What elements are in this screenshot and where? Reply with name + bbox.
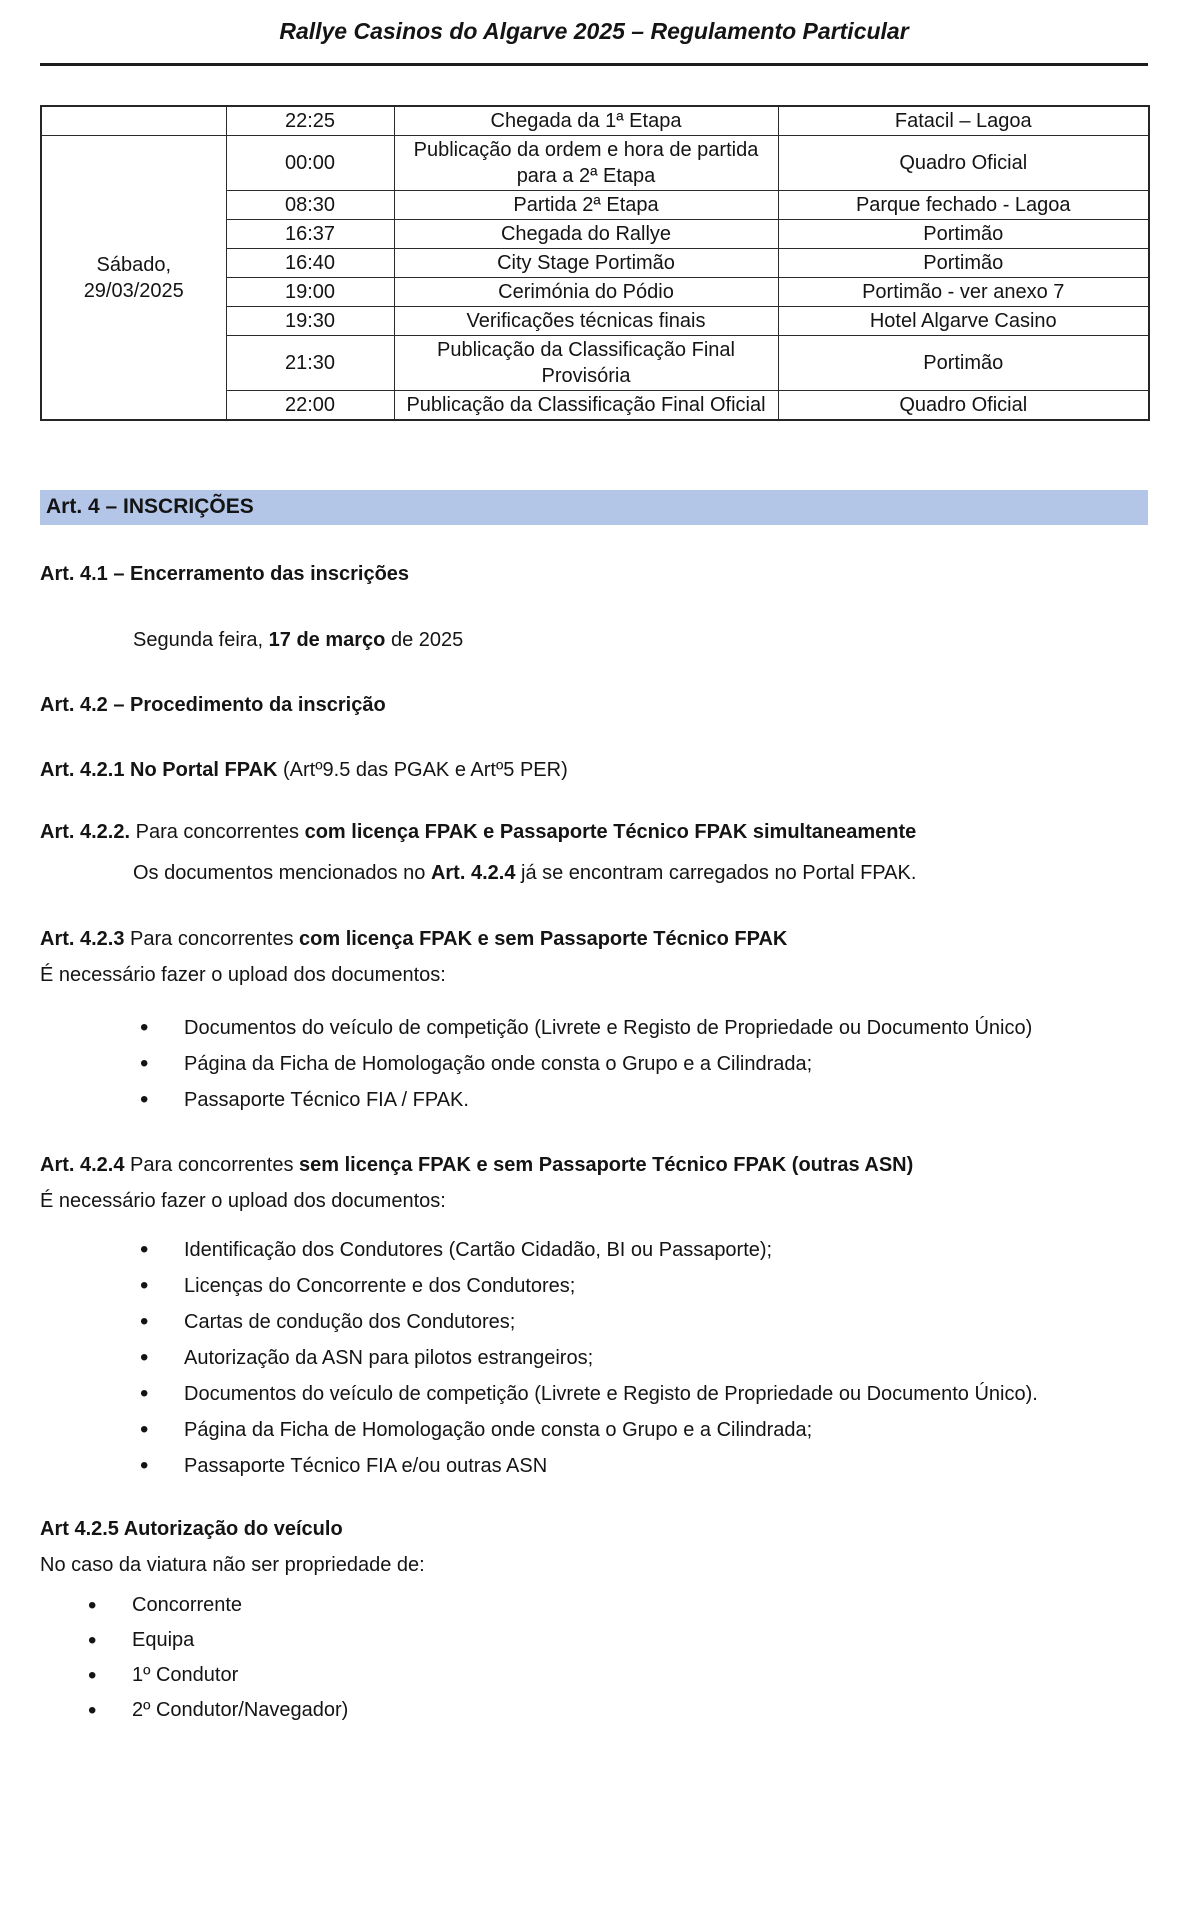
cell-event: Cerimónia do Pódio xyxy=(394,278,778,307)
cell-time: 22:00 xyxy=(226,391,394,421)
cell-location: Fatacil – Lagoa xyxy=(778,106,1149,136)
heading-art422 xyxy=(40,814,1148,850)
list-item: • Equipa xyxy=(40,1623,1148,1658)
cell-event: Chegada do Rallye xyxy=(394,220,778,249)
cell-time: 08:30 xyxy=(226,191,394,220)
list-item: • Cartas de condução dos Condutores; xyxy=(40,1304,1148,1340)
art422-note xyxy=(40,855,1148,891)
list-item: • Documentos do veículo de competição (Livrete e Registo de Propriedade ou Documento Único) xyxy=(40,1010,1148,1046)
cell-event: Verificações técnicas finais xyxy=(394,307,778,336)
art422-bold: com licença FPAK e Passaporte Técnico FPAK simultaneamente xyxy=(304,821,917,843)
cell-location: Parque fechado - Lagoa xyxy=(778,191,1149,220)
list-item: • Identificação dos Condutores (Cartão Cidadão, BI ou Passaporte); xyxy=(40,1232,1148,1268)
cell-event: Publicação da ordem e hora de partida para a 2ª Etapa xyxy=(394,136,778,191)
art422-mid: Para concorrentes xyxy=(130,821,305,843)
cell-time: 19:00 xyxy=(226,278,394,307)
art423-bold: com licença FPAK e sem Passaporte Técnico FPAK xyxy=(299,928,788,950)
cell-location: Quadro Oficial xyxy=(778,136,1149,191)
date-suffix: de 2025 xyxy=(385,629,464,651)
heading-art421 xyxy=(40,752,1148,788)
art421-bold: Art. 4.2.1 No Portal FPAK xyxy=(40,759,278,781)
note-pre: Os documentos mencionados no xyxy=(133,862,431,884)
art421-rest: (Artº9.5 das PGAK e Artº5 PER) xyxy=(277,759,568,781)
art422-number: Art. 4.2.2. xyxy=(40,821,131,843)
cell-location: Quadro Oficial xyxy=(778,391,1149,421)
list-item: • Concorrente xyxy=(40,1588,1148,1623)
note-post: já se encontram carregados no Portal FPAK. xyxy=(515,862,917,884)
heading-art425: Art 4.2.5 Autorização do veículo xyxy=(40,1518,343,1540)
table-row xyxy=(41,136,1149,191)
day-label-line2: 29/03/2025 xyxy=(83,279,184,302)
cell-time: 21:30 xyxy=(226,336,394,391)
table-row xyxy=(41,106,1149,136)
heading-art423 xyxy=(40,921,1148,957)
heading-art42: Art. 4.2 – Procedimento da inscrição xyxy=(40,694,386,716)
list-item: • Página da Ficha de Homologação onde consta o Grupo e a Cilindrada; xyxy=(40,1412,1148,1448)
cell-location: Hotel Algarve Casino xyxy=(778,307,1149,336)
schedule-table xyxy=(40,105,1150,421)
cell-location: Portimão xyxy=(778,336,1149,391)
list-item: • Passaporte Técnico FIA / FPAK. xyxy=(40,1082,1148,1118)
date-bold: 17 de março xyxy=(268,629,386,651)
ownership-intro: No caso da viatura não ser propriedade de: xyxy=(40,1554,425,1576)
heading-art41: Art. 4.1 – Encerramento das inscrições xyxy=(40,563,410,585)
list-item: • 1º Condutor xyxy=(40,1658,1148,1693)
cell-location: Portimão xyxy=(778,220,1149,249)
date-prefix: Segunda feira, xyxy=(133,629,269,651)
list-item: • 2º Condutor/Navegador) xyxy=(40,1693,1148,1728)
art424-bold: sem licença FPAK e sem Passaporte Técnico FPAK (outras ASN) xyxy=(299,1154,914,1176)
list-item: • Documentos do veículo de competição (Livrete e Registo de Propriedade ou Documento Único). xyxy=(40,1376,1148,1412)
document-list-424 xyxy=(40,1232,1148,1484)
cell-event: Publicação da Classificação Final Oficial xyxy=(394,391,778,421)
list-item: • Autorização da ASN para pilotos estrangeiros; xyxy=(40,1340,1148,1376)
list-item: • Licenças do Concorrente e dos Condutores; xyxy=(40,1268,1148,1304)
art424-mid: Para concorrentes xyxy=(124,1154,300,1176)
heading-art424 xyxy=(40,1147,1148,1183)
cell-time: 19:30 xyxy=(226,307,394,336)
note-bold: Art. 4.2.4 xyxy=(430,862,516,884)
list-item: • Página da Ficha de Homologação onde consta o Grupo e a Cilindrada; xyxy=(40,1046,1148,1082)
cell-time: 16:40 xyxy=(226,249,394,278)
cell-time: 16:37 xyxy=(226,220,394,249)
list-item: • Passaporte Técnico FIA e/ou outras ASN xyxy=(40,1448,1148,1484)
art424-number: Art. 4.2.4 xyxy=(40,1154,125,1176)
day-cell xyxy=(41,136,226,421)
cell-event: Publicação da Classificação Final Provisória xyxy=(394,336,778,391)
cell-time: 00:00 xyxy=(226,136,394,191)
document-list-423 xyxy=(40,1010,1148,1118)
upload-intro-423: É necessário fazer o upload dos documentos: xyxy=(40,964,446,986)
cell-event: City Stage Portimão xyxy=(394,249,778,278)
art423-mid: Para concorrentes xyxy=(124,928,300,950)
cell-event: Chegada da 1ª Etapa xyxy=(394,106,778,136)
cell-event: Partida 2ª Etapa xyxy=(394,191,778,220)
title-divider xyxy=(40,63,1148,66)
art423-number: Art. 4.2.3 xyxy=(40,928,125,950)
cell-location: Portimão xyxy=(778,249,1149,278)
ownership-list xyxy=(40,1588,1148,1728)
day-cell-empty xyxy=(41,106,226,136)
cell-time: 22:25 xyxy=(226,106,394,136)
closing-date-line xyxy=(40,622,1148,658)
day-label-line1: Sábado, xyxy=(96,253,171,276)
document-title: Rallye Casinos do Algarve 2025 – Regulamento Particular xyxy=(279,18,909,44)
art4-heading-bar: Art. 4 – INSCRIÇÕES xyxy=(40,490,1148,525)
cell-location: Portimão - ver anexo 7 xyxy=(778,278,1149,307)
upload-intro-424: É necessário fazer o upload dos documentos: xyxy=(40,1190,446,1212)
